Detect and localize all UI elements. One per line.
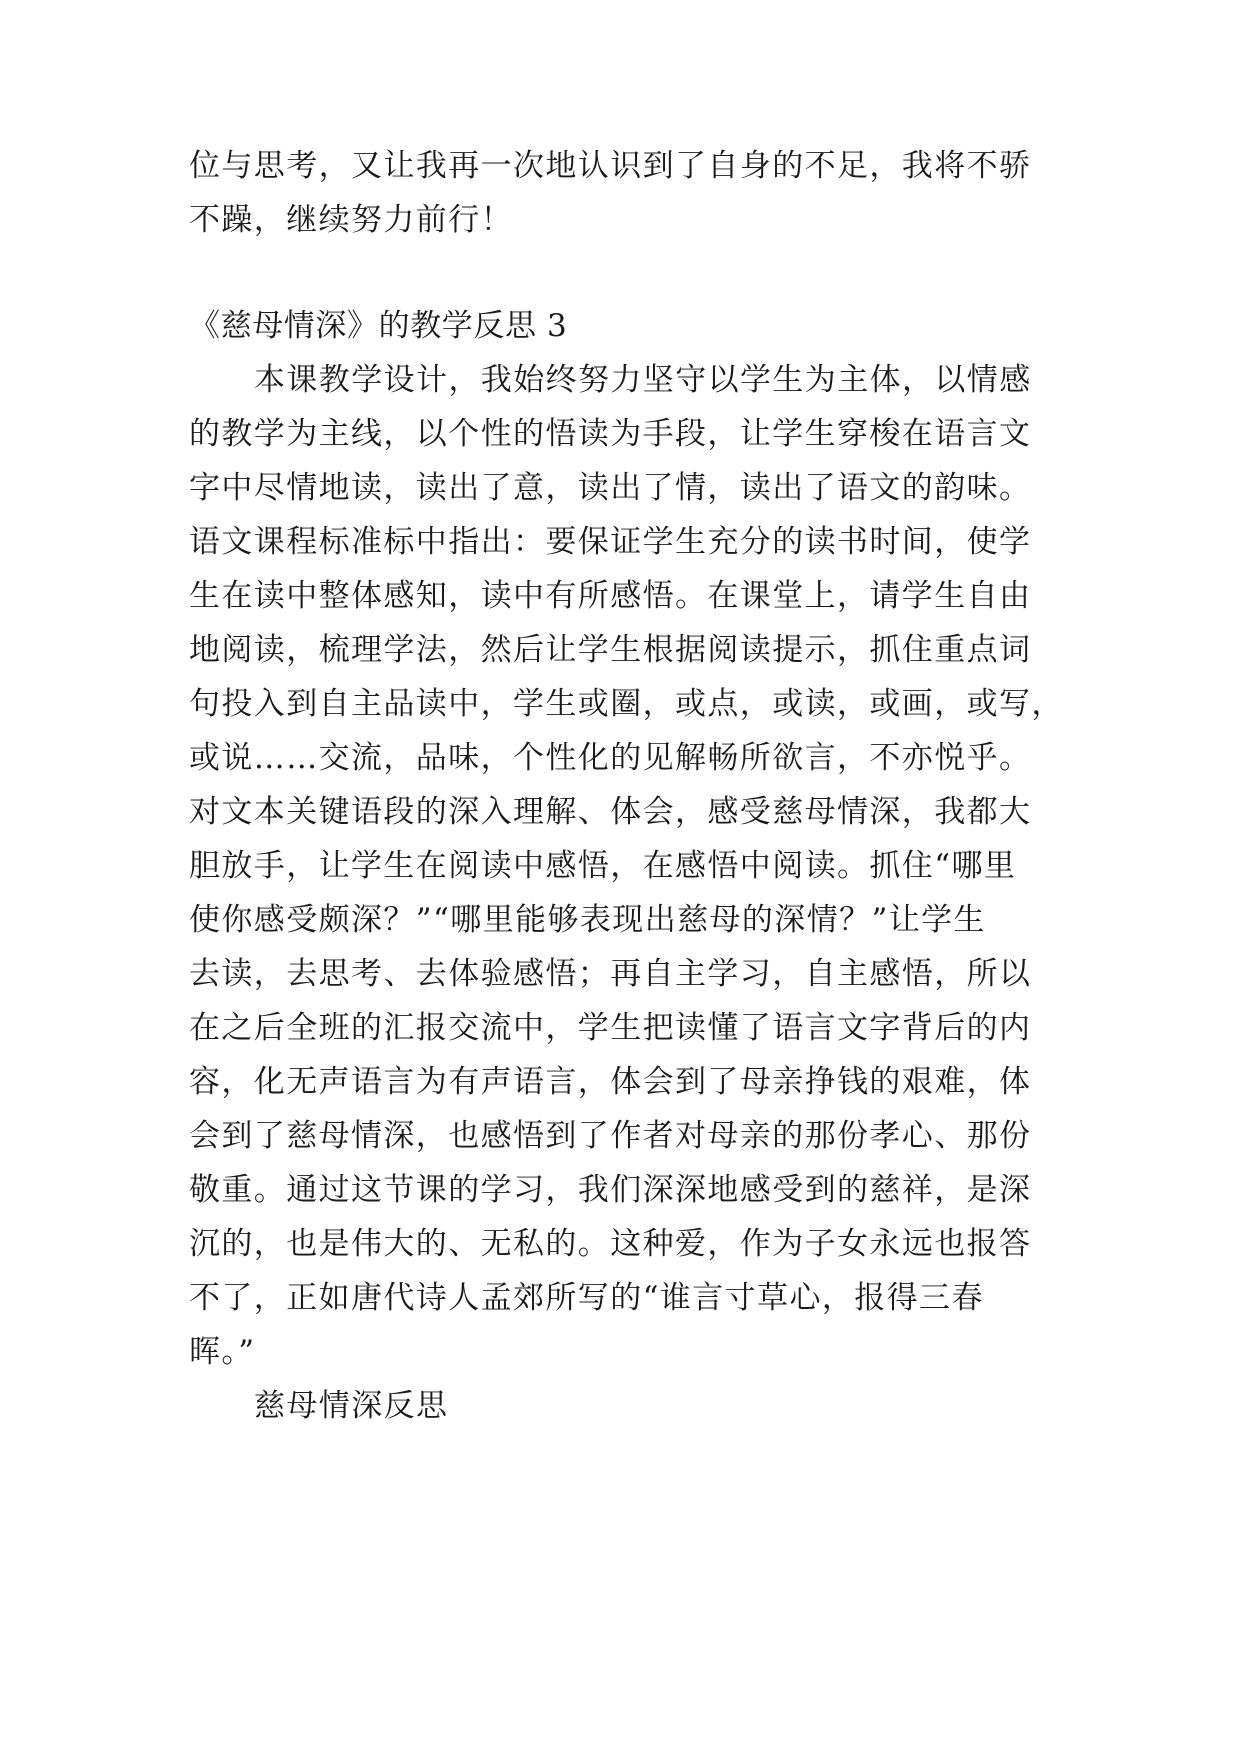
intro-line-2: 不躁，继续努力前行！ — [189, 202, 513, 238]
intro-line-1: 位与思考，又让我再一次地认识到了自身的不足，我将不骄 — [189, 148, 1032, 184]
body-line-19: 晖。” — [189, 1334, 256, 1370]
body-line-8: 或说……交流，品味，个性化的见解畅所欲言，不亦悦乎。 — [189, 740, 1032, 776]
body-line-13: 在之后全班的汇报交流中，学生把读懂了语言文字背后的内 — [189, 1010, 1032, 1046]
body-line-9: 对文本关键语段的深入理解、体会，感受慈母情深，我都大 — [189, 794, 1032, 830]
body-line-16: 敬重。通过这节课的学习，我们深深地感受到的慈祥，是深 — [189, 1172, 1032, 1208]
body-line-1: 本课教学设计，我始终努力坚守以学生为主体，以情感 — [254, 362, 1032, 398]
body-line-10: 胆放手，让学生在阅读中感悟，在感悟中阅读。抓住“哪里 — [189, 848, 1017, 884]
body-line-6: 地阅读，梳理学法，然后让学生根据阅读提示，抓住重点词 — [189, 632, 1032, 668]
section-title: 《慈母情深》的教学反思 3 — [189, 308, 568, 344]
body-line-7: 句投入到自主品读中，学生或圈，或点，或读，或画，或写， — [189, 686, 1064, 722]
body-line-17: 沉的，也是伟大的、无私的。这种爱，作为子女永远也报答 — [189, 1226, 1032, 1262]
body-line-4: 语文课程标准标中指出：要保证学生充分的读书时间，使学 — [189, 524, 1032, 560]
body-line-18: 不了，正如唐代诗人孟郊所写的“谁言寸草心，报得三春 — [189, 1280, 984, 1316]
body-line-5: 生在读中整体感知，读中有所感悟。在课堂上，请学生自由 — [189, 578, 1032, 614]
closing-title: 慈母情深反思 — [254, 1388, 449, 1424]
body-line-3: 字中尽情地读，读出了意，读出了情，读出了语文的韵味。 — [189, 470, 1032, 506]
body-line-2: 的教学为主线，以个性的悟读为手段，让学生穿梭在语言文 — [189, 416, 1032, 452]
body-line-12: 去读，去思考、去体验感悟；再自主学习，自主感悟，所以 — [189, 956, 1032, 992]
body-line-15: 会到了慈母情深，也感悟到了作者对母亲的那份孝心、那份 — [189, 1118, 1032, 1154]
body-line-11: 使你感受颇深？”“哪里能够表现出慈母的深情？”让学生 — [189, 902, 986, 938]
body-line-14: 容，化无声语言为有声语言，体会到了母亲挣钱的艰难，体 — [189, 1064, 1032, 1100]
